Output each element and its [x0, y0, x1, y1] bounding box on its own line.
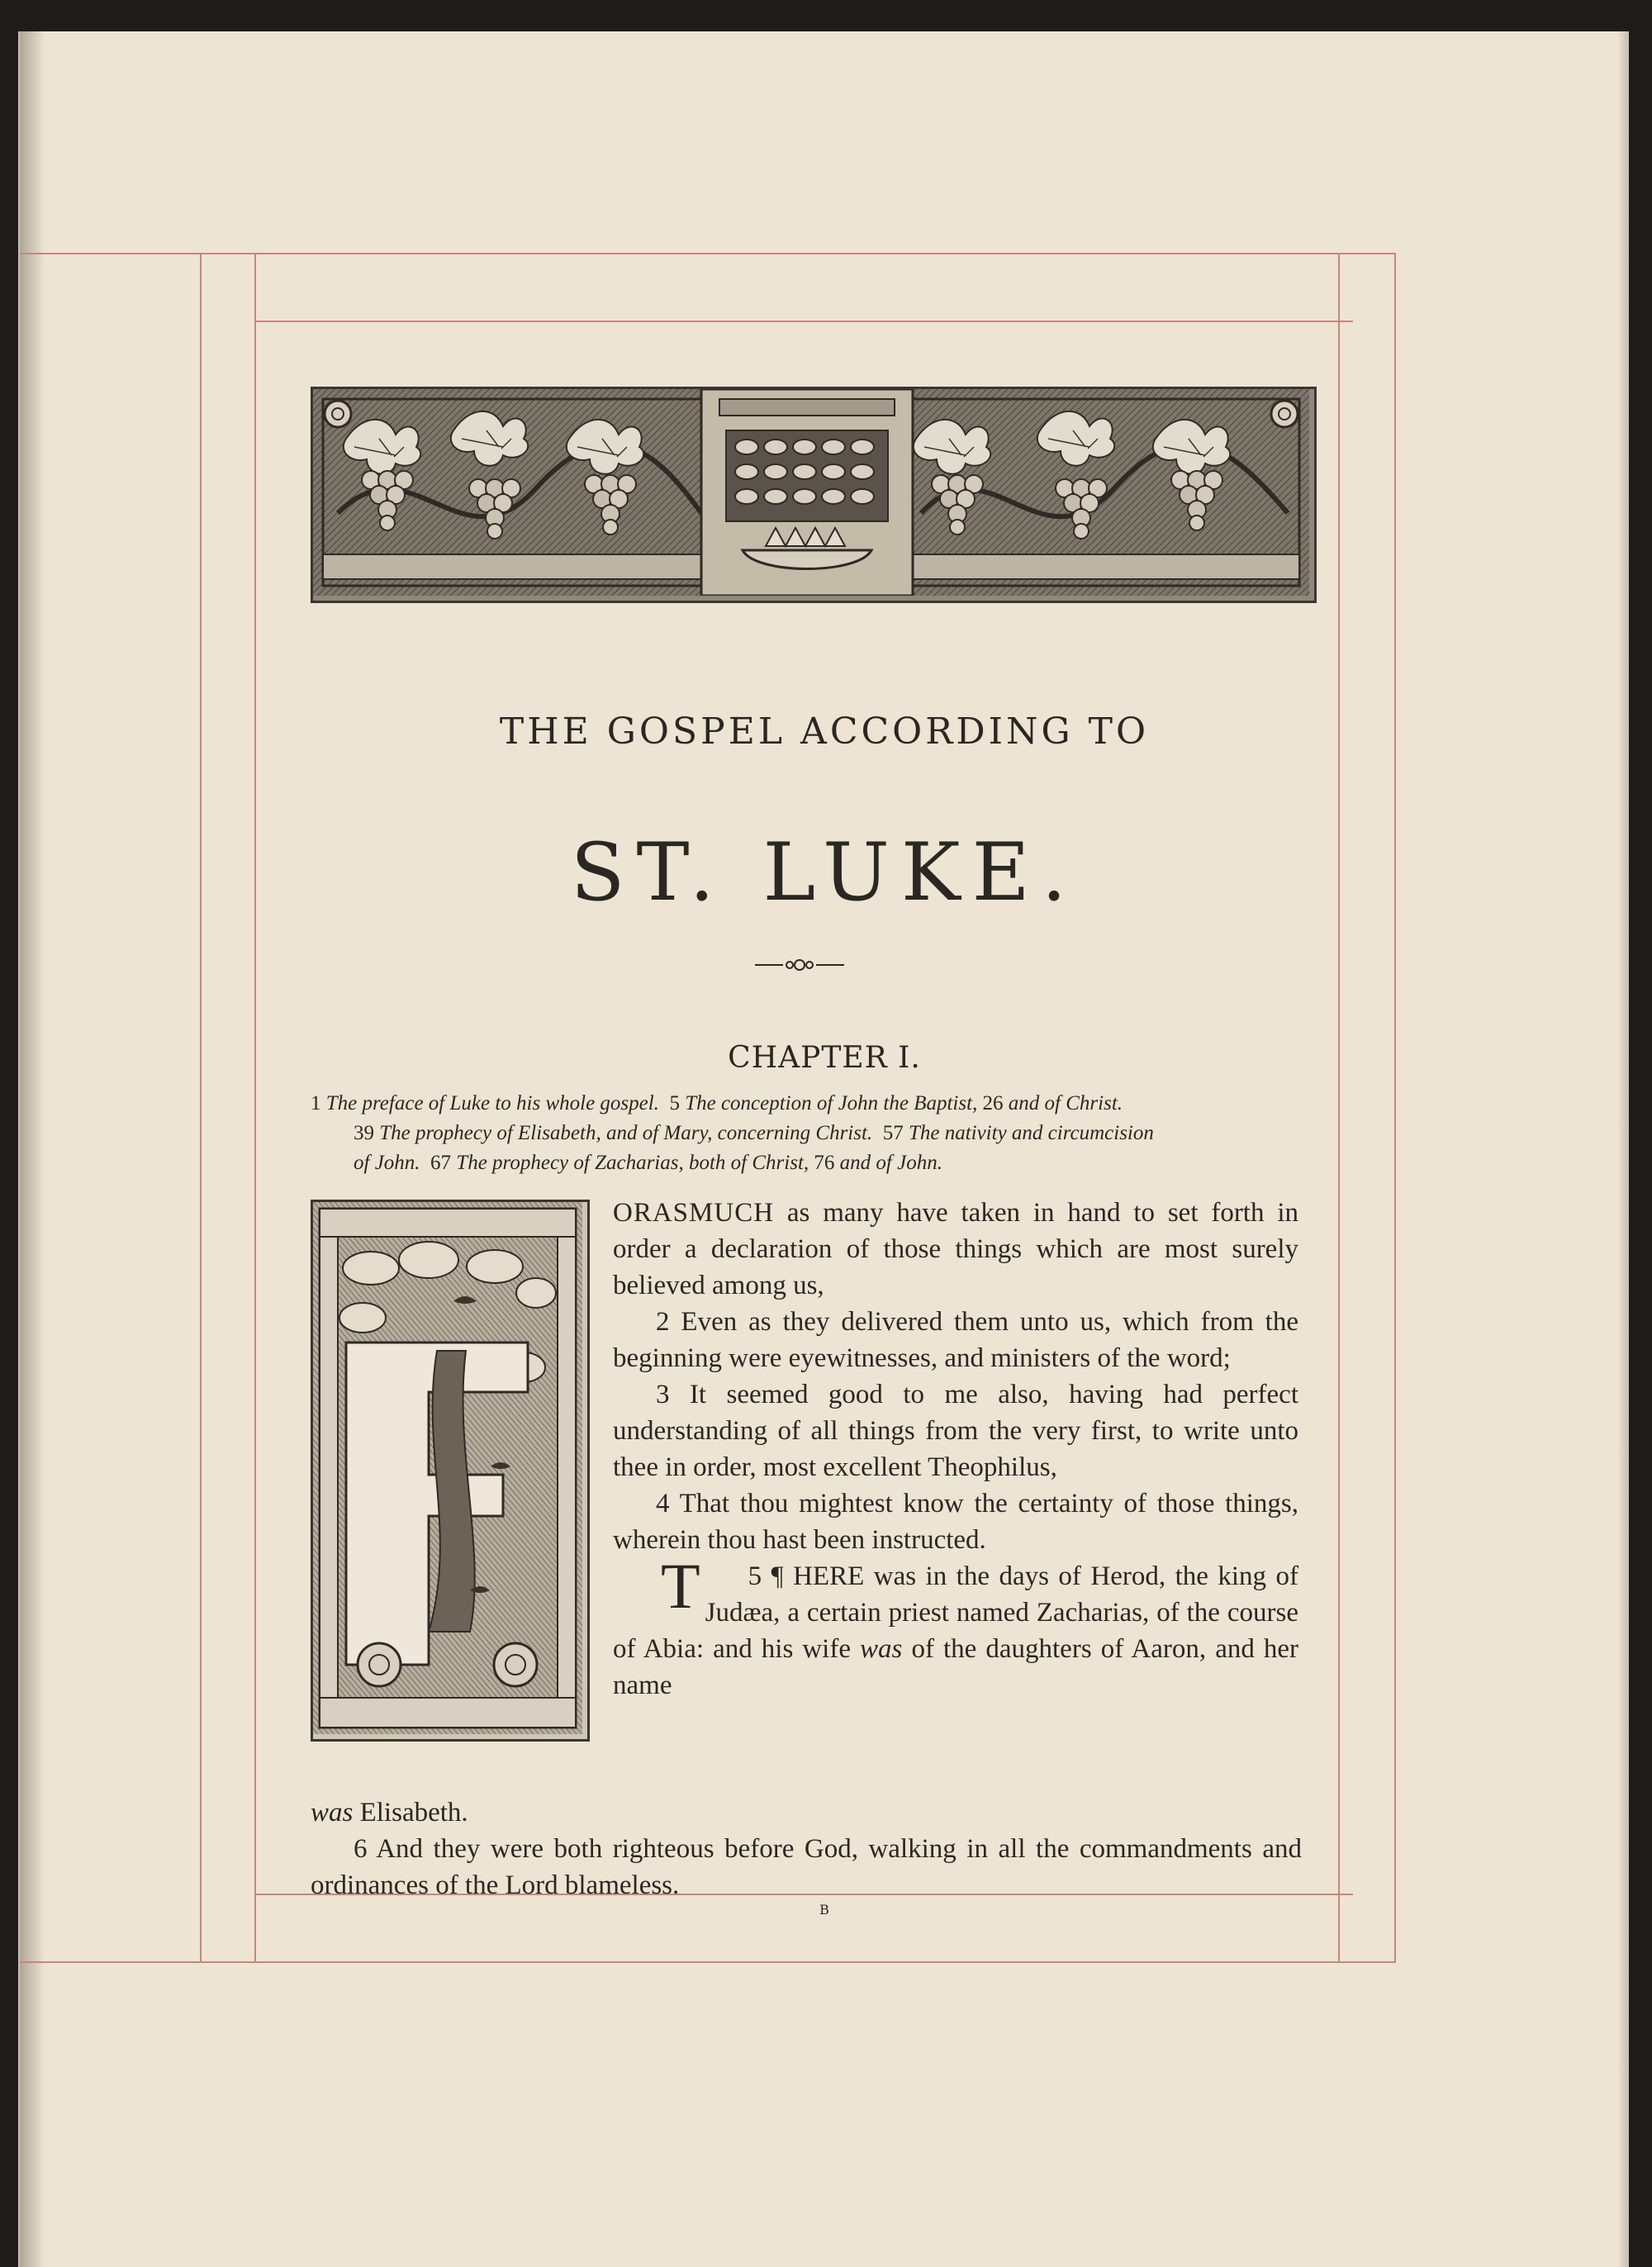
verse-4: 4 That thou mightest know the certainty of those things, wherein thou hast been instructed. [613, 1489, 1298, 1555]
fleuron-ornament [753, 955, 846, 975]
summary-line [311, 1148, 1312, 1178]
frame-rule-top-inner [254, 321, 1353, 322]
illuminated-initial-f [311, 1200, 590, 1742]
summary-num: 39 [354, 1122, 374, 1144]
signature-mark: B [819, 1902, 829, 1918]
verse-5 [613, 1550, 1299, 1704]
summary-text: The prophecy of Zacharias, both of Christ, [456, 1152, 809, 1174]
chapter-heading: CHAPTER I. [728, 1041, 921, 1075]
book-title: ST. LUKE. [570, 826, 1079, 919]
summary-line [311, 1089, 1312, 1119]
summary-num: 1 [311, 1092, 321, 1114]
frame-rule-top-outer [20, 253, 1396, 254]
verse-1 [613, 1195, 1298, 1304]
summary-num: 26 [982, 1092, 1004, 1114]
verse-2: 2 Even as they delivered them unto us, which from the beginning were eyewitnesses, and ministers of the word; [613, 1307, 1298, 1373]
gospel-subtitle: THE GOSPEL ACCORDING TO [499, 711, 1150, 753]
verse-text: was in the days of Herod, the king of Judæa, a certain priest named Zacharias, of the course of Abia: and his wife [613, 1561, 1299, 1664]
summary-text: and of John. [839, 1152, 942, 1174]
frame-rule-left-outer [200, 253, 202, 1963]
summary-text: The nativity and circumcision [908, 1122, 1154, 1144]
verse-text: Elisabeth. [359, 1798, 468, 1827]
verse-opening-word: ORASMUCH [613, 1198, 775, 1228]
summary-num: 67 [430, 1152, 452, 1174]
chapter-summary [311, 1089, 1312, 1178]
verse-6: 6 And they were both righteous before God, walking in all the commandments and ordinances of the Lord blameless. [311, 1834, 1302, 1900]
frame-rule-right-outer [1394, 253, 1396, 1963]
verse-text: as many have taken in hand to set forth in order a declaration of those things which are most surely believed among us, [613, 1198, 1298, 1300]
frame-rule-right-inner [1338, 253, 1340, 1963]
verse-5-end [311, 1794, 1302, 1831]
verses-column [613, 1195, 1298, 1704]
summary-num: 57 [882, 1122, 904, 1144]
verse-italic: was [860, 1634, 903, 1664]
verses-full-width [311, 1794, 1302, 1903]
drop-cap-t: T [661, 1550, 700, 1622]
summary-text: The prophecy of Elisabeth, and of Mary, concerning Christ. [379, 1122, 873, 1144]
summary-line [311, 1119, 1312, 1148]
verse-text: of the daughters of Aaron, and her name [613, 1634, 1299, 1700]
summary-text: The conception of John the Baptist, [685, 1092, 978, 1114]
verse-italic: was [311, 1798, 354, 1827]
book-page [18, 31, 1629, 2267]
summary-text: and of Christ. [1008, 1092, 1123, 1114]
gutter-shadow [20, 31, 45, 2267]
verse-3: 3 It seemed good to me also, having had perfect understanding of all things from the very first, to write unto thee in order, most excellent Theophilus, [613, 1380, 1298, 1482]
summary-text: The preface of Luke to his whole gospel. [325, 1092, 659, 1114]
summary-num: 5 [669, 1092, 680, 1114]
frame-rule-left-inner [254, 253, 256, 1963]
frame-rule-bottom-outer [20, 1961, 1396, 1963]
summary-num: 76 [814, 1152, 835, 1174]
grapevine-banner-engraving [311, 387, 1317, 603]
page-edge-shadow [1617, 31, 1629, 2267]
verse-number: 5 ¶ [748, 1561, 784, 1591]
summary-text: of John. [354, 1152, 420, 1174]
verse-opening-word: HERE [793, 1561, 865, 1591]
